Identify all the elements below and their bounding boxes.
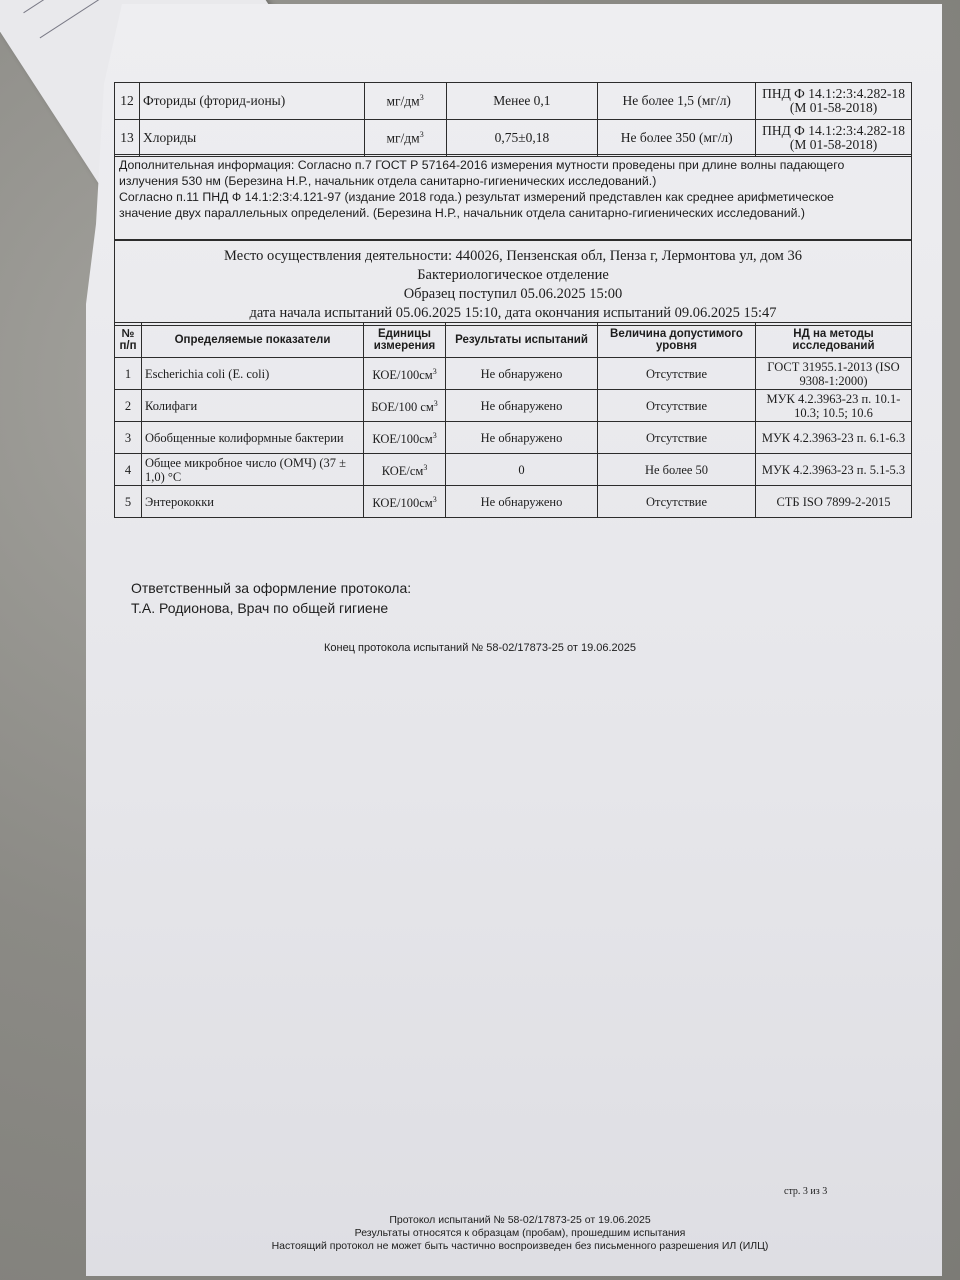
result-cell: Менее 0,1 bbox=[446, 83, 598, 120]
table-row: 4 Общее микробное число (ОМЧ) (37 ± 1,0) °С КОЕ/$см^3$ 0 Не более 50 МУК 4.2.3963-23 п. 5.1-5.3 bbox=[115, 454, 912, 486]
page-number: стр. 3 из 3 bbox=[784, 1186, 828, 1197]
method-cell: ПНД Ф 14.1:2:3:4.282-18 (М 01-58-2018) bbox=[756, 83, 912, 120]
parameter-name: Хлориды bbox=[139, 120, 364, 157]
testing-site-block bbox=[114, 240, 912, 326]
result-cell: 0,75±0,18 bbox=[446, 120, 598, 157]
unit-cell: $мг/дм^3$ bbox=[364, 120, 446, 157]
department-name: Бактериологическое отделение bbox=[417, 267, 609, 283]
bacteriology-table bbox=[114, 322, 912, 518]
protocol-end-note: Конец протокола испытаний № 58-02/17873-25 от 19.06.2025 bbox=[323, 642, 637, 654]
responsible-person: Ответственный за оформление протокола: Т.А. Родионова, Врач по общей гигиене bbox=[131, 580, 412, 616]
norm-cell: Не более 1,5 (мг/л) bbox=[598, 83, 756, 120]
unit-cell: $мг/дм^3$ bbox=[364, 83, 446, 120]
header-parameter: Определяемые показатели bbox=[142, 323, 364, 358]
parameter-name: Фториды (фторид-ионы) bbox=[139, 83, 364, 120]
table-row: 3 Обобщенные колиформные бактерии КОЕ/$100см^3$ Не обнаружено Отсутствие МУК 4.2.3963-23 п. 6.1-6.3 bbox=[115, 422, 912, 454]
header-num: № п/п bbox=[115, 323, 142, 358]
sample-received: Образец поступил 05.06.2025 15:00 bbox=[403, 286, 623, 302]
additional-information: Дополнительная информация: Согласно п.7 ГОСТ Р 57164-2016 измерения мутности проведены при длине волны падающего излучения 530 нм (Березина Н.Р., начальник отдела санитарно-гигиенических исследований.) Согласно п.11 ПНД Ф 14.1:2:3:4.121-97 (издание 2018 года.) результат измерений представлен как среднее арифметическое значение двух параллельных определений. (Березина Н.Р., начальник отдела санитарно-гигиенических исследований.) bbox=[114, 154, 912, 240]
table-row: 2 Колифаги БОЕ/100 $см^3$ Не обнаружено Отсутствие МУК 4.2.3963-23 п. 10.1-10.3; 10.5; 10.6 bbox=[115, 390, 912, 422]
row-number: 12 bbox=[115, 83, 140, 120]
page-footer: Протокол испытаний № 58-02/17873-25 от 19.06.2025 Результаты относятся к образцам (пробам), прошедшим испытания Настоящий протокол не может быть частично воспроизведен без письменного разрешения ИЛ (ИЛЦ) bbox=[271, 1214, 769, 1252]
test-dates: дата начала испытаний 05.06.2025 15:10, дата окончания испытаний 09.06.2025 15:47 bbox=[249, 305, 777, 321]
norm-cell: Не более 350 (мг/л) bbox=[598, 120, 756, 157]
row-number: 13 bbox=[115, 120, 140, 157]
method-cell: ПНД Ф 14.1:2:3:4.282-18 (М 01-58-2018) bbox=[756, 120, 912, 157]
header-result: Результаты испытаний bbox=[446, 323, 598, 358]
chemistry-table bbox=[114, 82, 912, 157]
table-row: 1 Escherichia coli (E. coli) КОЕ/$100см^3$ Не обнаружено Отсутствие ГОСТ 31955.1-2013 (ISO 9308-1:2000) bbox=[115, 358, 912, 390]
header-method: НД на методы исследований bbox=[756, 323, 912, 358]
header-norm: Величина допустимого уровня bbox=[598, 323, 756, 358]
table-row: 5 Энтерококки КОЕ/$100см^3$ Не обнаружено Отсутствие СТБ ISO 7899-2-2015 bbox=[115, 486, 912, 518]
header-unit: Единицы измерения bbox=[364, 323, 446, 358]
table-row bbox=[115, 120, 912, 157]
table-header-row bbox=[115, 323, 912, 358]
site-address: Место осуществления деятельности: 440026, Пензенская обл, Пенза г, Лермонтова ул, дом 36 bbox=[224, 248, 802, 264]
table-row bbox=[115, 83, 912, 120]
